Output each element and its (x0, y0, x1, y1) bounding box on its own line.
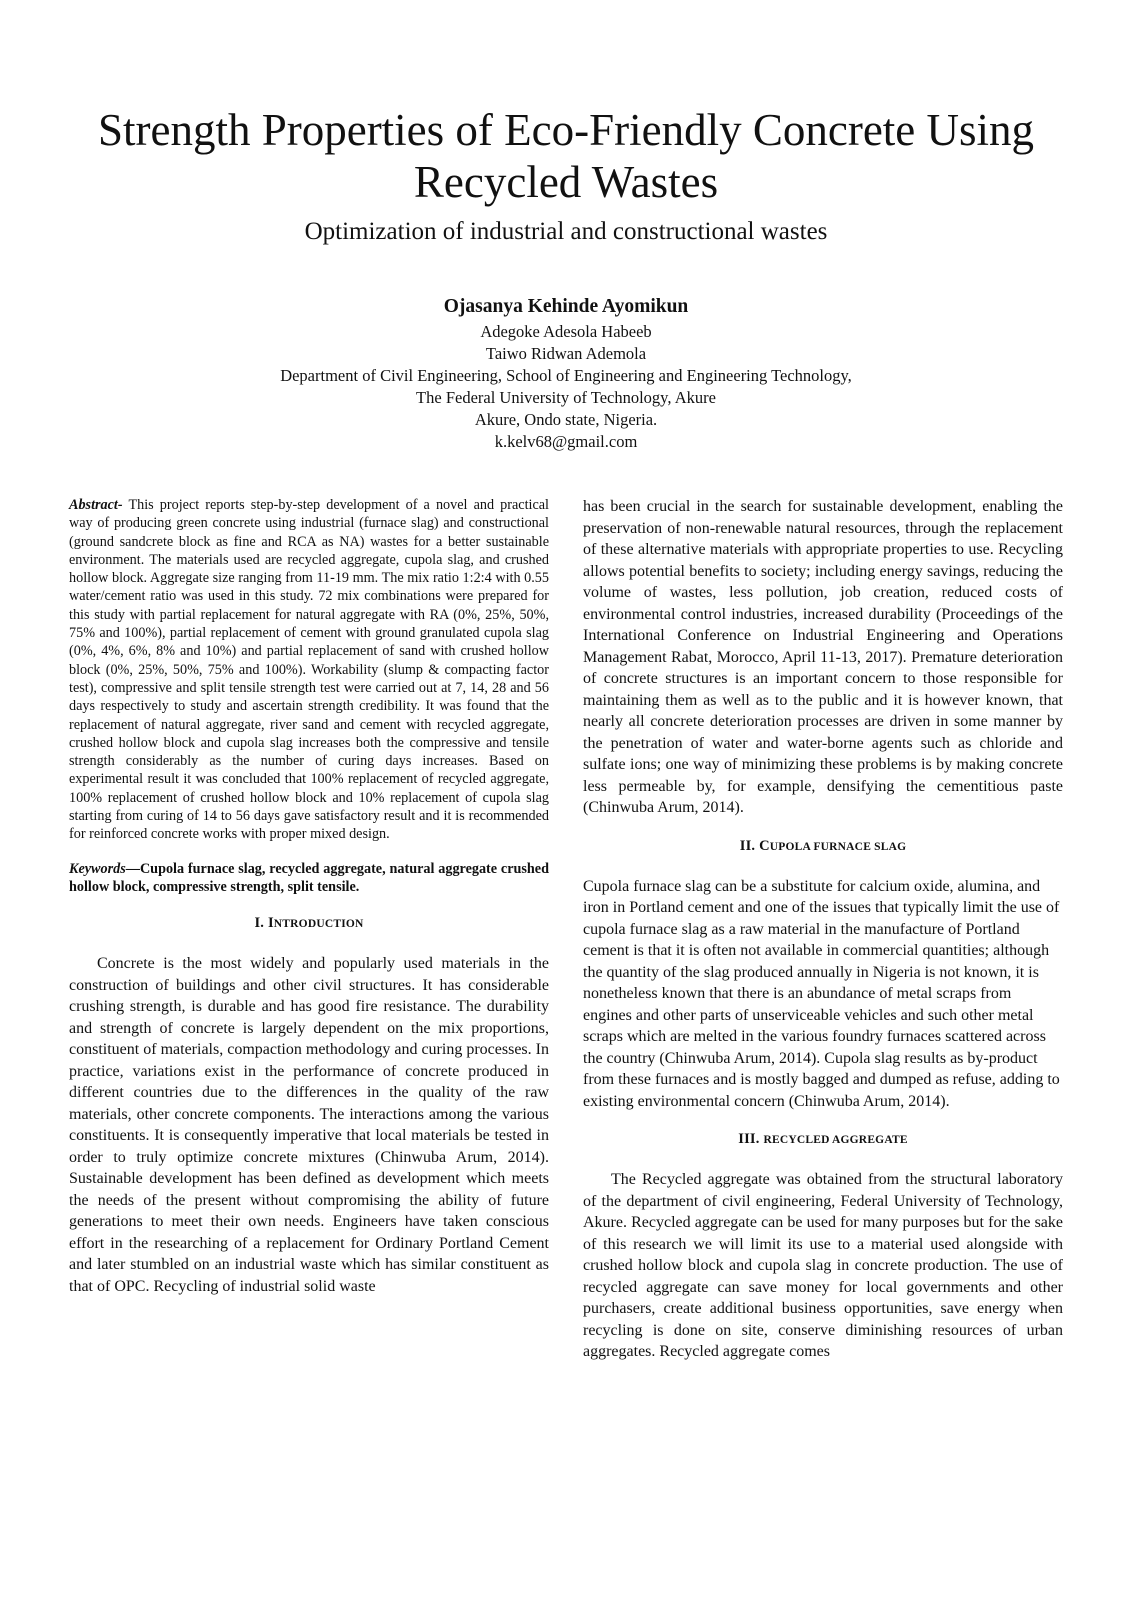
paper-subtitle: Optimization of industrial and constructional wastes (304, 218, 828, 245)
author-block (60, 294, 1072, 453)
cupola-slag-paragraph: Cupola furnace slag can be a substitute for calcium oxide, alumina, and iron in Portland cement and one of the issues that typically limit the use of cupola furnace slag as a raw material in the manufacture of Portland cement is that it is often not available in commercial quantities; although the quantity of the slag produced annually in Nigeria is not known, it is nonetheless known that there is an abundance of metal scraps from engines and other parts of unserviceable vehicles and such other metal scraps which are melted in the various foundry furnaces scattered across the country (Chinwuba Arum, 2014). Cupola slag results as by-product from these furnaces and is mostly bagged and dumped as refuse, adding to existing environmental concern (Chinwuba Arum, 2014). (583, 877, 1060, 1110)
section-heading-cupola-slag: II. CUPOLA FURNACE SLAG (739, 837, 907, 854)
right-column (583, 496, 1063, 1363)
co-author: Adegoke Adesola Habeeb (480, 322, 652, 341)
keywords (69, 860, 549, 897)
co-author: Taiwo Ridwan Ademola (485, 344, 647, 363)
abstract (69, 496, 549, 844)
affiliation-university: The Federal University of Technology, Akure (416, 388, 716, 407)
abstract-text: This project reports step-by-step development of a novel and practical way of producing green concrete using industrial (furnace slag) and constructional (ground sandcrete block as fine and RCA as NA) wastes for a better sustainable environment. The materials used are recycled aggregate, cupola slag, and crushed hollow block. Aggregate size ranging from 11-19 mm. The mix ratio 1:2:4 with 0.55 water/cement ratio was used in this study. 72 mix combinations were prepared for this study with partial replacement for natural aggregate with RA (0%, 25%, 50%, 75% and 100%), partial replacement of cement with ground granulated cupola slag (0%, 4%, 6%, 8% and 10%) and partial replacement of sand with crushed hollow block (0%, 25%, 50%, 75% and 100%). Workability (slump & compacting factor test), compressive and split tensile strength test were carried out at 7, 14, 28 and 56 days respectively to study and ascertain strength credibility. It was found that the replacement of natural aggregate, river sand and cement with recycled aggregate, crushed hollow block and cupola slag increases both the compressive and tensile strength considerably as the number of curing days increases. Based on experimental result it was concluded that 100% replacement of recycled aggregate, 100% replacement of crushed hollow block and 10% replacement of cupola slag starting from curing of 14 to 56 days gave satisfactory result and it is recommended for reinforced concrete works with proper mixed design. (69, 497, 549, 843)
paper-title: Strength Properties of Eco-Friendly Concrete Using Recycled Wastes (97, 105, 1035, 207)
introduction-continuation: has been crucial in the search for sustainable development, enabling the preservation of non-renewable natural resources, through the replacement of these alternative materials with appropriate properties to use. Recycling allows potential benefits to society; including energy savings, reducing the volume of wastes, less pollution, job creation, reduced costs of environmental control industries, increased durability (Proceedings of the International Conference on Industrial Engineering and Operations Management Rabat, Morocco, April 11-13, 2017). Premature deterioration of concrete structures is an important concern to those responsible for maintaining them as well as to the public and it is however known, that nearly all concrete deterioration processes are driven in some manner by the penetration of water and water-borne agents such as chloride and sulfate ions; one way of minimizing these problems is by making concrete less permeable by, for example, densifying the cementitious paste (Chinwuba Arum, 2014). (583, 498, 1063, 816)
author-email[interactable]: k.kelv68@gmail.com (494, 432, 638, 451)
section-heading-introduction: I. INTRODUCTION (254, 915, 364, 932)
lead-author: Ojasanya Kehinde Ayomikun (443, 296, 689, 317)
section-heading-recycled-aggregate: III. RECYCLED AGGREGATE (738, 1131, 908, 1147)
abstract-label: Abstract- (69, 497, 123, 513)
keywords-label: Keywords (69, 860, 126, 877)
keywords-separator: — (125, 860, 140, 877)
left-column (69, 496, 549, 1297)
affiliation-location: Akure, Ondo state, Nigeria. (474, 410, 658, 429)
affiliation-department: Department of Civil Engineering, School of Engineering and Engineering Technology, (280, 366, 852, 385)
recycled-aggregate-paragraph: The Recycled aggregate was obtained from the structural laboratory of the department of civil engineering, Federal University of Technology, Akure. Recycled aggregate can be used for many purposes but for the sake of this research we will limit its use to a material used alongside with crushed hollow block and cupola slag in concrete production. The use of recycled aggregate can save money for local governments and other purchasers, create additional business opportunities, save energy when recycling is done on site, conserve diminishing resources of urban aggregates. Recycled aggregate comes (583, 1171, 1063, 1360)
keywords-text: Cupola furnace slag, recycled aggregate, natural aggregate crushed hollow block, compressive strength, split tensile. (69, 860, 549, 895)
introduction-paragraph: Concrete is the most widely and popularly used materials in the construction of buildings and other civil structures. It has considerable crushing strength, is durable and has good fire resistance. The durability and strength of concrete is largely dependent on the mix proportions, constituent of materials, compaction methodology and curing processes. In practice, variations exist in the performance of concrete produced in different countries due to the differences in the quality of the raw materials, other concrete components. The interactions among the various constituents. It is consequently imperative that local materials be tested in order to truly optimize concrete mixtures (Chinwuba Arum, 2014). Sustainable development has been defined as development which meets the needs of the present without compromising the ability of future generations to meet their own needs. Engineers have taken conscious effort in the researching of a replacement for Ordinary Portland Cement and later stumbled on an industrial waste which has similar constituent as that of OPC. Recycling of industrial solid waste (69, 955, 549, 1295)
